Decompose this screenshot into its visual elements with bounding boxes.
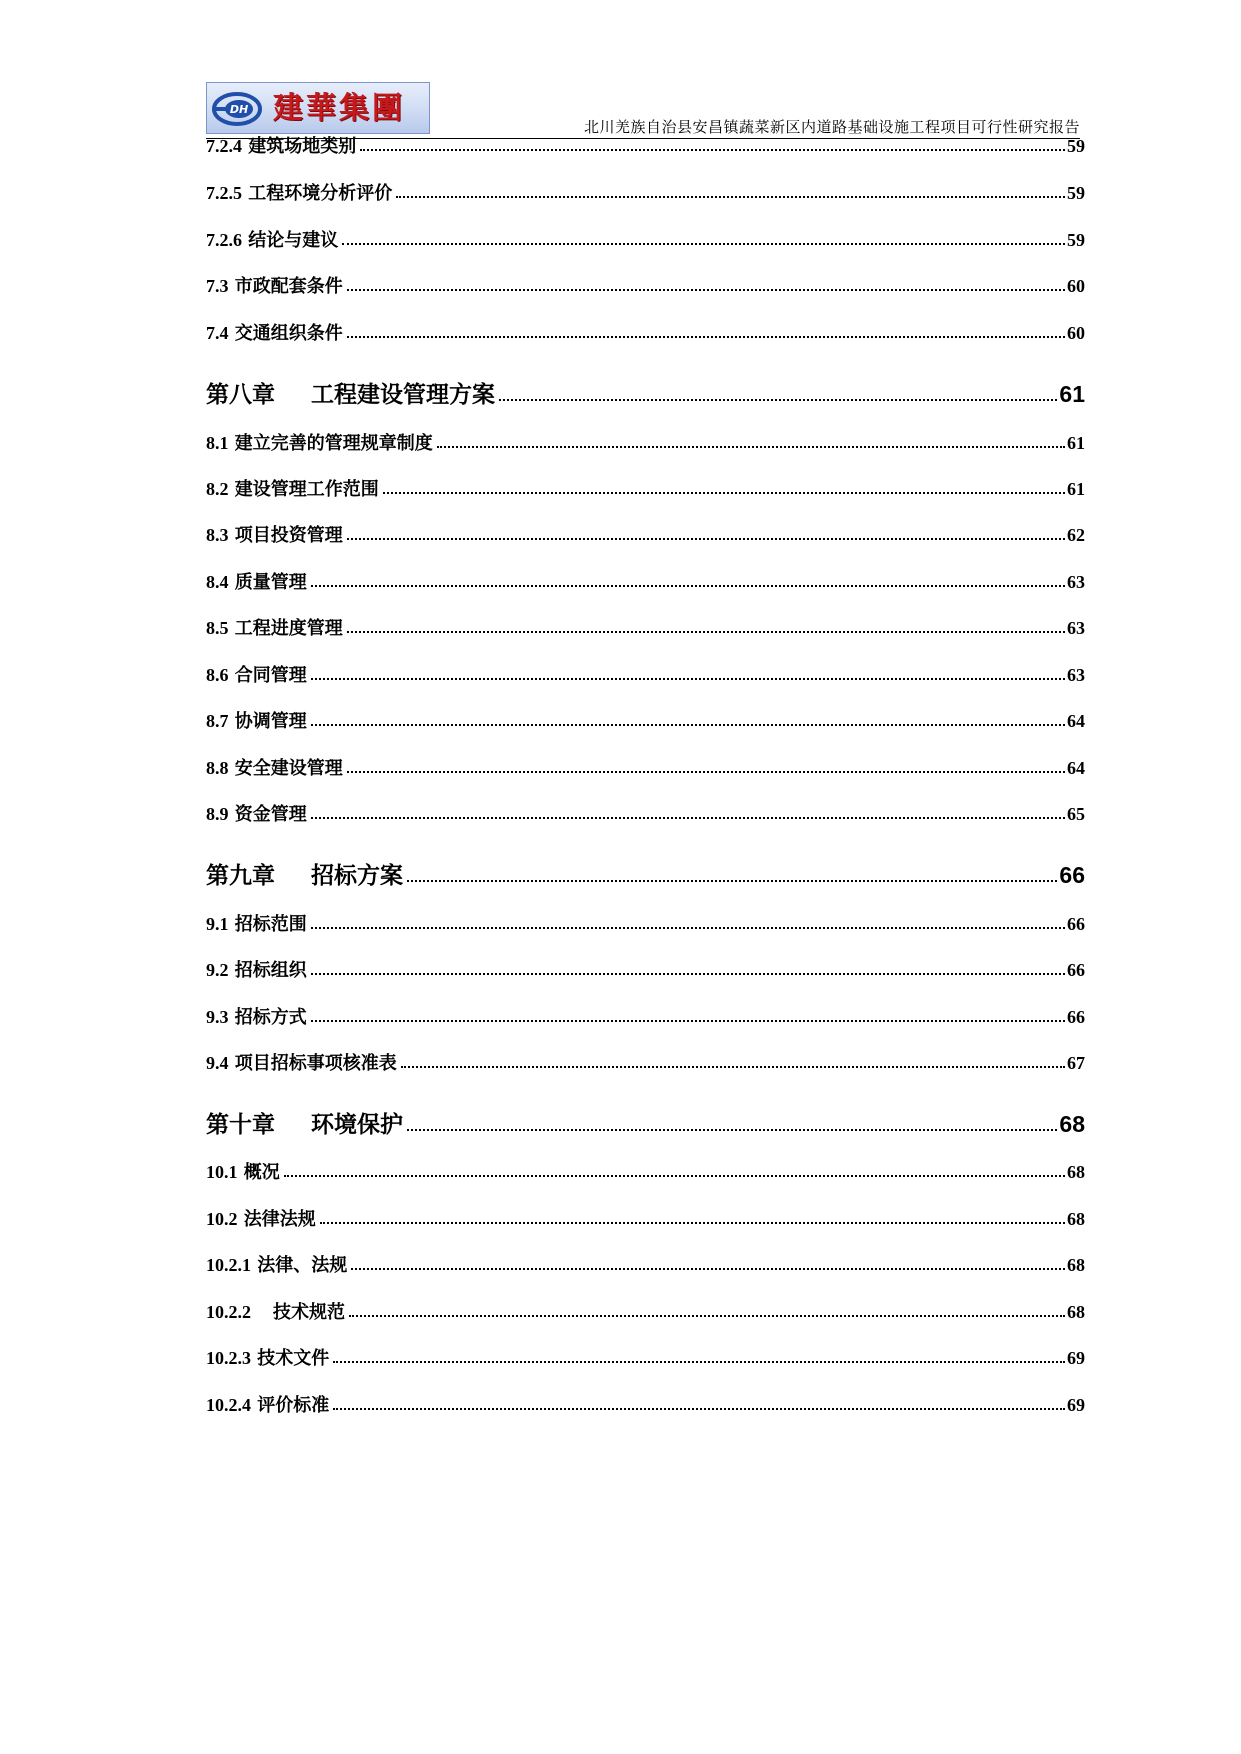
toc-dot-leader xyxy=(347,537,1065,540)
toc-section-entry[interactable] xyxy=(206,132,1085,156)
toc-chapter-entry[interactable] xyxy=(206,857,1085,889)
toc-entry-label xyxy=(206,707,307,733)
toc-entry-label xyxy=(206,1251,347,1277)
toc-page-number: 61 xyxy=(1059,381,1085,407)
toc-page-number: 64 xyxy=(1067,758,1085,778)
toc-page-number: 68 xyxy=(1067,1255,1085,1275)
toc-entry-title: 建筑场地类别 xyxy=(248,136,357,157)
toc-entry-number: 7.2.4 xyxy=(206,136,242,156)
toc-entry-number: 8.1 xyxy=(206,433,229,453)
toc-entry-number: 10.2.3 xyxy=(206,1348,251,1368)
toc-entry-number: 8.7 xyxy=(206,711,229,731)
toc-page-number: 62 xyxy=(1067,525,1085,545)
toc-entry-title: 工程环境分析评价 xyxy=(248,183,393,204)
toc-page-number: 66 xyxy=(1067,960,1085,980)
toc-dot-leader xyxy=(311,816,1065,819)
toc-entry-title: 法律法规 xyxy=(243,1209,316,1230)
toc-entry-title: 市政配套条件 xyxy=(234,276,343,297)
toc-entry-number: 8.6 xyxy=(206,665,229,685)
toc-page-number: 61 xyxy=(1067,479,1085,499)
toc-entry-number: 10.2.2 xyxy=(206,1302,251,1322)
toc-entry-label xyxy=(206,1049,397,1075)
toc-entry-title: 招标范围 xyxy=(234,914,307,935)
toc-dot-leader xyxy=(342,242,1065,245)
toc-entry-label xyxy=(206,568,307,594)
toc-entry-number: 10.2 xyxy=(206,1209,238,1229)
logo-emblem-text: DH xyxy=(229,103,249,116)
toc-entry-number: 9.2 xyxy=(206,960,229,980)
toc-page-number: 68 xyxy=(1067,1302,1085,1322)
toc-dot-leader xyxy=(437,445,1065,448)
toc-entry-label xyxy=(206,857,403,890)
toc-entry-title: 工程建设管理方案 xyxy=(311,382,495,408)
logo-text: 建華集團 xyxy=(273,91,405,126)
toc-entry-number: 8.5 xyxy=(206,618,229,638)
toc-section-entry[interactable] xyxy=(206,1298,1085,1322)
toc-section-entry[interactable] xyxy=(206,272,1085,296)
toc-entry-label xyxy=(206,661,307,687)
toc-dot-leader xyxy=(311,584,1065,587)
toc-chapter-entry[interactable] xyxy=(206,1106,1085,1138)
toc-dot-leader xyxy=(311,677,1065,680)
toc-page-number: 69 xyxy=(1067,1395,1085,1415)
toc-section-entry[interactable] xyxy=(206,429,1085,453)
toc-dot-leader xyxy=(347,630,1065,633)
toc-dot-leader xyxy=(360,148,1065,151)
toc-page-number: 68 xyxy=(1059,1111,1085,1137)
toc-section-entry[interactable] xyxy=(206,179,1085,203)
toc-entry-number: 8.4 xyxy=(206,572,229,592)
toc-entry-number: 8.8 xyxy=(206,758,229,778)
toc-dot-leader xyxy=(407,1128,1057,1131)
toc-entry-label xyxy=(206,272,343,298)
toc-entry-title: 交通组织条件 xyxy=(234,323,343,344)
toc-section-entry[interactable] xyxy=(206,1344,1085,1368)
toc-entry-number: 第十章 xyxy=(206,1112,275,1137)
toc-entry-number: 8.3 xyxy=(206,525,229,545)
toc-entry-title: 建设管理工作范围 xyxy=(234,479,379,500)
toc-section-entry[interactable] xyxy=(206,568,1085,592)
company-emblem-icon xyxy=(212,91,262,127)
toc-entry-title: 结论与建议 xyxy=(248,230,339,251)
toc-section-entry[interactable] xyxy=(206,910,1085,934)
toc-dot-leader xyxy=(499,398,1057,401)
toc-section-entry[interactable] xyxy=(206,661,1085,685)
toc-entry-label xyxy=(206,475,379,501)
toc-page-number: 60 xyxy=(1067,276,1085,296)
toc-dot-leader xyxy=(311,1019,1065,1022)
toc-page-number: 63 xyxy=(1067,572,1085,592)
toc-section-entry[interactable] xyxy=(206,800,1085,824)
toc-entry-label xyxy=(206,226,338,252)
toc-page-number: 66 xyxy=(1067,1007,1085,1027)
toc-dot-leader xyxy=(351,1267,1065,1270)
toc-entry-title: 技术文件 xyxy=(257,1348,330,1369)
toc-page-number: 66 xyxy=(1067,914,1085,934)
toc-entry-label xyxy=(206,376,495,409)
toc-entry-label xyxy=(206,754,343,780)
page-header xyxy=(206,82,1080,139)
toc-dot-leader xyxy=(320,1221,1065,1224)
toc-page-number: 59 xyxy=(1067,136,1085,156)
toc-entry-number: 9.1 xyxy=(206,914,229,934)
toc-entry-title: 合同管理 xyxy=(234,665,307,686)
toc-entry-title: 概况 xyxy=(243,1162,280,1183)
toc-entry-number: 8.2 xyxy=(206,479,229,499)
toc-entry-label xyxy=(206,179,392,205)
toc-entry-number: 7.2.6 xyxy=(206,230,242,250)
toc-entry-label xyxy=(206,319,343,345)
toc-dot-leader xyxy=(284,1174,1065,1177)
toc-section-entry[interactable] xyxy=(206,226,1085,250)
toc-entry-number: 第九章 xyxy=(206,863,275,888)
toc-dot-leader xyxy=(311,972,1065,975)
toc-section-entry[interactable] xyxy=(206,956,1085,980)
document-title: 北川羌族自治县安昌镇蔬菜新区内道路基础设施工程项目可行性研究报告 xyxy=(583,118,1080,136)
toc-entry-label xyxy=(206,800,307,826)
toc-entry-title: 法律、法规 xyxy=(257,1255,348,1276)
toc-dot-leader xyxy=(333,1407,1065,1410)
toc-page-number: 59 xyxy=(1067,183,1085,203)
toc-page-number: 69 xyxy=(1067,1348,1085,1368)
toc-entry-title: 工程进度管理 xyxy=(234,618,343,639)
toc-entry-number: 10.2.4 xyxy=(206,1395,251,1415)
toc-entry-number: 7.4 xyxy=(206,323,229,343)
toc-section-entry[interactable] xyxy=(206,1205,1085,1229)
toc-entry-label xyxy=(206,956,307,982)
toc-entry-number: 10.2.1 xyxy=(206,1255,251,1275)
toc-section-entry[interactable] xyxy=(206,521,1085,545)
toc-section-entry[interactable] xyxy=(206,475,1085,499)
toc-entry-number: 8.9 xyxy=(206,804,229,824)
toc-dot-leader xyxy=(311,723,1065,726)
toc-dot-leader xyxy=(347,288,1065,291)
toc-section-entry[interactable] xyxy=(206,707,1085,731)
toc-entry-title: 建立完善的管理规章制度 xyxy=(234,433,433,454)
toc-entry-label xyxy=(206,1106,403,1139)
toc-dot-leader xyxy=(401,1065,1065,1068)
toc-entry-label xyxy=(206,521,343,547)
company-logo xyxy=(206,82,430,134)
toc-entry-label xyxy=(206,1391,329,1417)
toc-page-number: 64 xyxy=(1067,711,1085,731)
toc-entry-number: 9.3 xyxy=(206,1007,229,1027)
toc-page-number: 65 xyxy=(1067,804,1085,824)
toc-entry-title: 技术规范 xyxy=(273,1302,345,1323)
toc-entry-title: 安全建设管理 xyxy=(234,758,343,779)
toc-page-number: 68 xyxy=(1067,1162,1085,1182)
toc-entry-title: 招标方案 xyxy=(311,863,403,889)
toc-section-entry[interactable] xyxy=(206,1003,1085,1027)
toc-dot-leader xyxy=(347,335,1065,338)
toc-section-entry[interactable] xyxy=(206,1391,1085,1415)
toc-page-number: 63 xyxy=(1067,665,1085,685)
toc-entry-title: 质量管理 xyxy=(234,572,307,593)
toc-entry-title: 环境保护 xyxy=(311,1112,403,1138)
toc-dot-leader xyxy=(407,879,1057,882)
toc-dot-leader xyxy=(347,770,1065,773)
toc-entry-title: 招标方式 xyxy=(234,1007,307,1028)
toc-page-number: 66 xyxy=(1059,862,1085,888)
toc-entry-label xyxy=(206,1205,316,1231)
toc-dot-leader xyxy=(333,1360,1065,1363)
toc-page-number: 59 xyxy=(1067,230,1085,250)
toc-entry-title: 项目招标事项核准表 xyxy=(234,1053,397,1074)
toc-dot-leader xyxy=(349,1314,1065,1317)
toc-chapter-entry[interactable] xyxy=(206,376,1085,408)
toc-entry-number: 9.4 xyxy=(206,1053,229,1073)
toc-entry-label xyxy=(206,1298,345,1324)
toc-dot-leader xyxy=(311,926,1065,929)
toc-section-entry[interactable] xyxy=(206,614,1085,638)
toc-entry-number: 第八章 xyxy=(206,382,275,407)
toc-entry-label xyxy=(206,614,343,640)
toc-dot-leader xyxy=(396,195,1065,198)
toc-page-number: 61 xyxy=(1067,433,1085,453)
toc-page-number: 60 xyxy=(1067,323,1085,343)
toc-section-entry[interactable] xyxy=(206,319,1085,343)
toc-entry-title: 项目投资管理 xyxy=(234,525,343,546)
toc-section-entry[interactable] xyxy=(206,1251,1085,1275)
toc-entry-title: 评价标准 xyxy=(257,1395,330,1416)
toc-page-number: 63 xyxy=(1067,618,1085,638)
toc-section-entry[interactable] xyxy=(206,1158,1085,1182)
toc-entry-title: 招标组织 xyxy=(234,960,307,981)
toc-entry-title: 协调管理 xyxy=(234,711,307,732)
toc-entry-number: 7.3 xyxy=(206,276,229,296)
toc-entry-label xyxy=(206,132,356,158)
toc-page-number: 68 xyxy=(1067,1209,1085,1229)
toc-entry-label xyxy=(206,1344,329,1370)
toc-entry-label xyxy=(206,429,433,455)
toc-section-entry[interactable] xyxy=(206,754,1085,778)
toc-entry-number: 7.2.5 xyxy=(206,183,242,203)
toc-entry-label xyxy=(206,1003,307,1029)
toc-section-entry[interactable] xyxy=(206,1049,1085,1073)
toc-page-number: 67 xyxy=(1067,1053,1085,1073)
toc-entry-number: 10.1 xyxy=(206,1162,238,1182)
toc-entry-label xyxy=(206,910,307,936)
toc-dot-leader xyxy=(383,491,1065,494)
toc-entry-label xyxy=(206,1158,280,1184)
toc-entry-title: 资金管理 xyxy=(234,804,307,825)
